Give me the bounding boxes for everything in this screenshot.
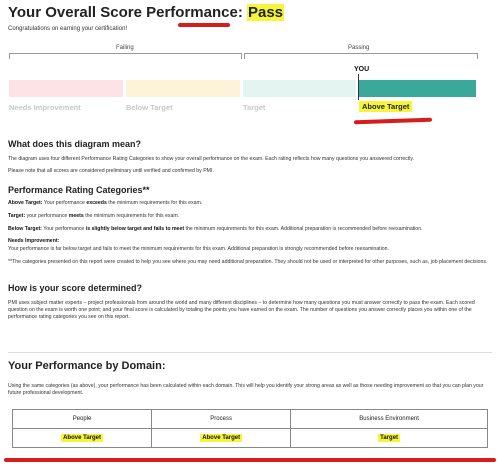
- needs-improvement-term: [8, 238, 492, 245]
- segment-target: [243, 80, 356, 97]
- needs-improvement-definition: Your performance is far below target and fails to meet the minimum requirements for this exam. Additional preparation is strongly recommended before reexamination.: [8, 246, 389, 252]
- category-label-above-target: Above Target: [359, 101, 412, 112]
- domain-paragraph: Using the same categories (as above), your performance has been calculated within each domain. This will help you identify your strong areas as well as those needing improvement so that you can plan your future professional development.: [8, 383, 484, 396]
- below-bold: is slightly below target and fails to meet: [85, 226, 185, 232]
- target-post: the minimum requirements for this exam.: [83, 213, 180, 219]
- category-label-needs-improvement: Needs Improvement: [9, 103, 81, 112]
- segment-needs-improvement: [9, 80, 123, 97]
- target-term: Target:: [8, 213, 26, 219]
- domain-col-people: People: [13, 410, 152, 429]
- domain-header-row: [13, 410, 488, 429]
- domain-heading: Your Performance by Domain:: [8, 360, 166, 372]
- domain-result-business-environment: Target: [380, 435, 399, 441]
- explain-paragraph-1: The diagram uses four different Performance Rating Categories to show your overall performance on the exam. Each rating reflects how many questions you answered correctly.: [8, 156, 415, 162]
- below-target-definition: [8, 226, 492, 233]
- domain-result-row: [13, 429, 488, 448]
- failing-label: Failing: [116, 45, 134, 51]
- segment-above-target: [359, 80, 476, 97]
- explain-heading: What does this diagram mean?: [8, 139, 142, 149]
- segment-below-target: [126, 80, 240, 97]
- above-target-underline-annotation: [354, 118, 432, 125]
- above-target-definition: [8, 200, 492, 207]
- domain-underline-annotation: [4, 458, 496, 462]
- determined-paragraph: PMI uses subject matter experts – project professionals from around the world and many different disciplines – to determine how many questions you must answer correctly to pass the exam. Each scored question on the exam is worth one point; and your final score is calculated by totaling the points you have earned on the exam. The number of questions you answer correctly places you within one of the performance rating categories you see on this report.: [8, 300, 475, 320]
- explain-paragraph-2: Please note that all scores are considered preliminary until verified and confirmed by PMI.: [8, 168, 214, 174]
- determined-heading: How is your score determined?: [8, 283, 143, 293]
- needs-term: Needs Improvement:: [8, 238, 60, 244]
- domain-result-process: Above Target: [202, 435, 241, 441]
- above-pre: Your performance: [42, 200, 87, 206]
- target-bold: meets: [68, 213, 84, 219]
- domain-result-people: Above Target: [63, 435, 101, 441]
- domain-result-business-cell: [291, 429, 488, 448]
- categories-heading: Performance Rating Categories**: [8, 185, 150, 195]
- below-post: the minimum requirements for this exam. Additional preparation is recommended before reexamination.: [184, 226, 423, 232]
- category-label-target: Target: [243, 103, 266, 112]
- failing-bracket: [9, 53, 242, 59]
- result-badge: Pass: [247, 4, 284, 21]
- you-marker-label: YOU: [354, 66, 370, 73]
- title-prefix: Your Overall Score Performance:: [8, 4, 247, 21]
- domain-table: [12, 409, 488, 448]
- above-term: Above Target:: [8, 200, 43, 206]
- page-title: [8, 4, 284, 21]
- target-definition: [8, 213, 492, 220]
- above-bold: exceeds: [86, 200, 107, 206]
- section-divider: [8, 352, 492, 353]
- domain-result-process-cell: [152, 429, 291, 448]
- passing-bracket: [244, 53, 478, 59]
- categories-footnote: **The categories presented on this report were created to help you see where you may need additional preparation. They should not be used or interpreted for other purposes, such as, job placement decisions.: [8, 259, 488, 265]
- domain-result-people-cell: [13, 429, 152, 448]
- you-marker-line: [358, 74, 359, 100]
- pass-underline-annotation: [178, 23, 230, 27]
- below-term: Below Target:: [8, 226, 42, 232]
- congrats-text: Congratulations on earning your certification!: [8, 26, 128, 32]
- above-post: the minimum requirements for this exam.: [106, 200, 203, 206]
- below-pre: Your performance: [41, 226, 86, 232]
- domain-col-business-environment: Business Environment: [291, 410, 488, 429]
- category-label-below-target: Below Target: [126, 103, 173, 112]
- target-pre: your performance: [25, 213, 69, 219]
- domain-col-process: Process: [152, 410, 291, 429]
- passing-label: Passing: [348, 45, 370, 51]
